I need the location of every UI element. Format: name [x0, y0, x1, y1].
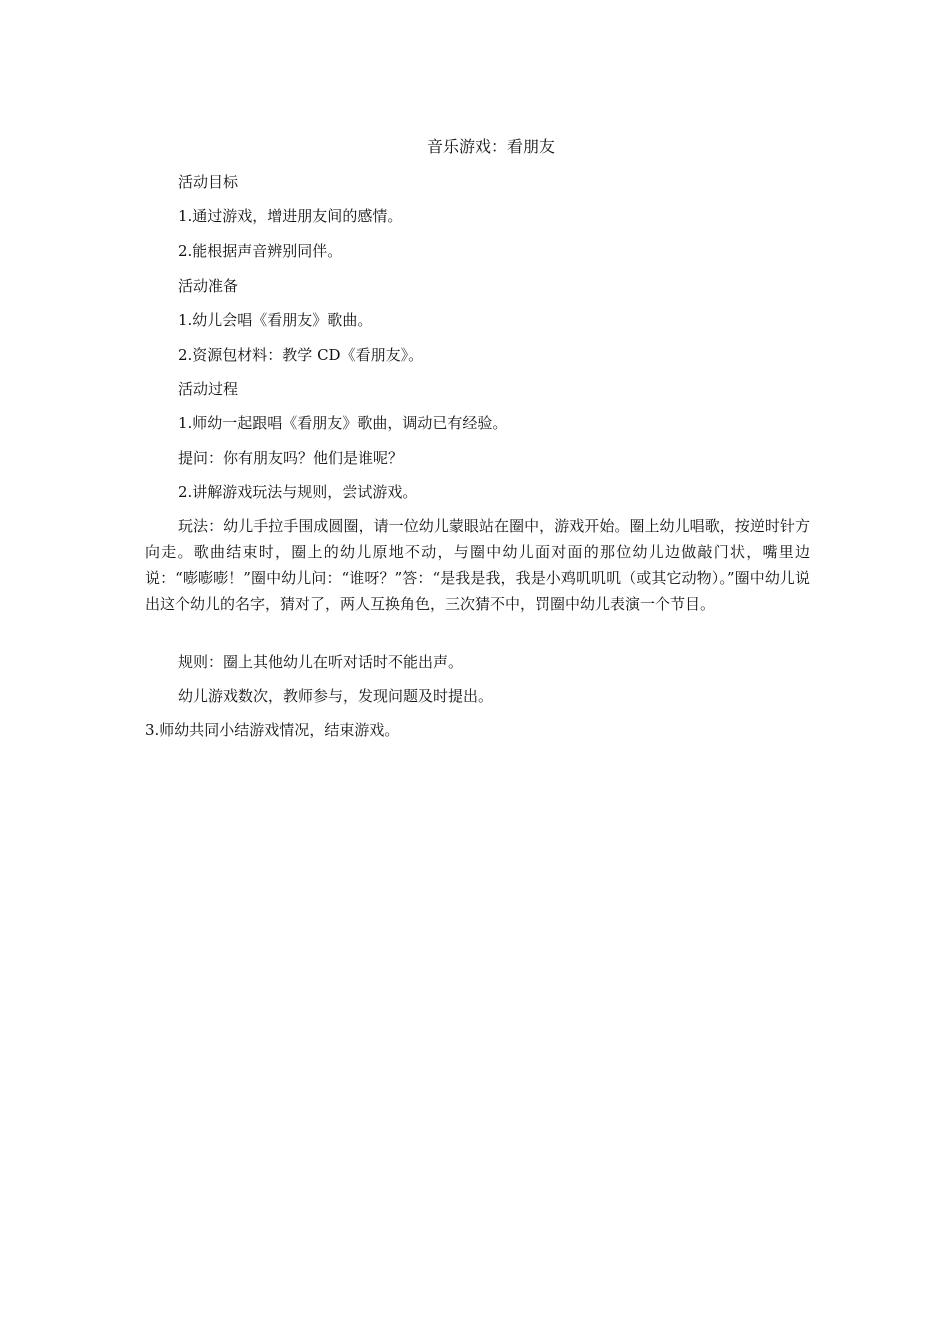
process-step-3: 3.师幼共同小结游戏情况，结束游戏。 [145, 721, 400, 739]
process-step-1: 1.师幼一起跟唱《看朋友》歌曲，调动已有经验。 [178, 414, 508, 432]
process-step-2: 2.讲解游戏玩法与规则，尝试游戏。 [178, 483, 418, 501]
prep-item-2: 2.资源包材料：教学 CD《看朋友》。 [178, 346, 424, 364]
heading-preparation: 活动准备 [178, 277, 239, 295]
document-title: 音乐游戏：看朋友 [426, 137, 555, 156]
goal-item-1: 1.通过游戏，增进朋友间的感情。 [178, 207, 403, 225]
question-text: 提问：你有朋友吗？他们是谁呢？ [178, 449, 404, 467]
rule-text: 规则：圈上其他幼儿在听对话时不能出声。 [178, 653, 464, 671]
goal-item-2: 2.能根据声音辨别同伴。 [178, 242, 343, 260]
practice-text: 幼儿游戏数次，教师参与，发现问题及时提出。 [178, 687, 494, 705]
heading-process: 活动过程 [178, 380, 239, 398]
prep-item-1: 1.幼儿会唱《看朋友》歌曲。 [178, 311, 373, 329]
gameplay-paragraph: 玩法：幼儿手拉手围成圆圈，请一位幼儿蒙眼站在圈中，游戏开始。圈上幼儿唱歌，按逆时针方向走。歌曲结束时，圈上的幼儿原地不动，与圈中幼儿面对面的那位幼儿边做敲门状，嘴里边说：“嘭嘭嘭！”圈中幼儿问：“谁呀？”答：“是我是我，我是小鸡叽叽叽（或其它动物）。”圈中幼儿说出这个幼儿的名字，猜对了，两人互换角色，三次猜不中，罚圈中幼儿表演一个节目。 [145, 517, 810, 613]
heading-goals: 活动目标 [178, 173, 239, 191]
